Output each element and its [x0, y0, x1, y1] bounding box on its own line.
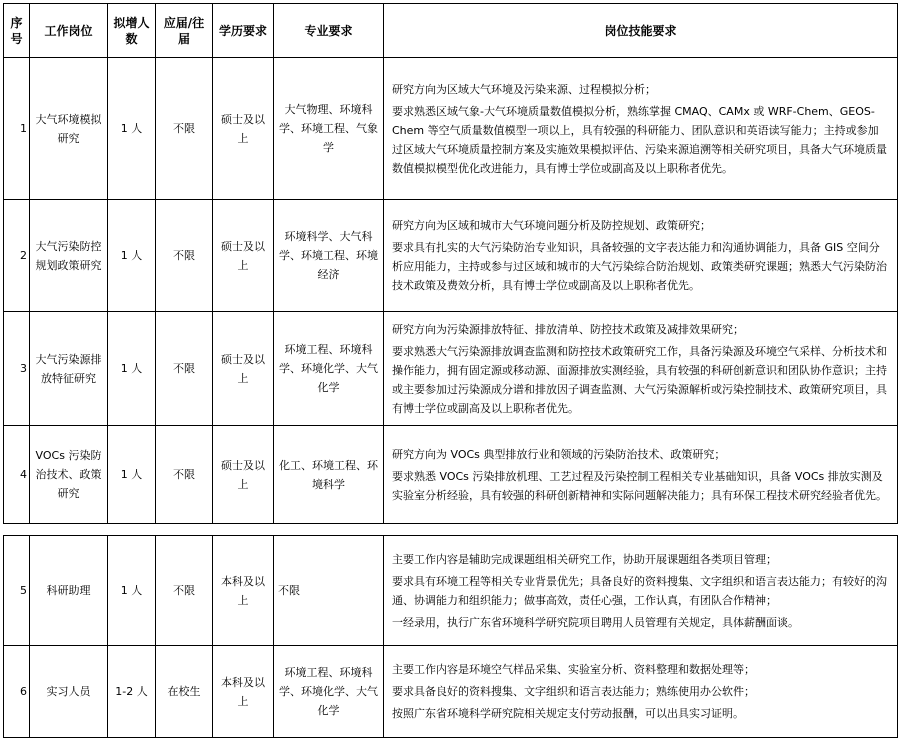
cell-seq: 3 — [4, 312, 30, 426]
table-row — [4, 536, 898, 646]
cell-major: 不限 — [274, 536, 384, 646]
cell-education: 硕士及以上 — [213, 312, 274, 426]
cell-major: 环境科学、大气科学、环境工程、环境经济 — [274, 200, 384, 312]
table-row — [4, 312, 898, 426]
cell-major: 环境工程、环境科学、环境化学、大气化学 — [274, 646, 384, 738]
header-education: 学历要求 — [213, 4, 274, 58]
skill-paragraph: 研究方向为区域和城市大气环境问题分析及防控规划、政策研究； — [392, 219, 711, 232]
header-skills: 岗位技能要求 — [384, 4, 898, 58]
cell-count: 1 人 — [108, 536, 156, 646]
skill-paragraph: 研究方向为区域大气环境及污染来源、过程模拟分析； — [392, 82, 656, 96]
cell-position: 大气污染源排放特征研究 — [30, 312, 108, 426]
table-row — [4, 646, 898, 738]
cell-grad: 不限 — [156, 536, 213, 646]
cell-education: 硕士及以上 — [213, 58, 274, 200]
header-row — [4, 4, 898, 58]
cell-position: 实习人员 — [30, 646, 108, 738]
cell-position: 科研助理 — [30, 536, 108, 646]
cell-grad: 不限 — [156, 426, 213, 524]
cell-seq: 5 — [4, 536, 30, 646]
table-row — [4, 426, 898, 524]
positions-table-part2 — [3, 535, 898, 738]
header-position: 工作岗位 — [30, 4, 108, 58]
cell-major: 环境工程、环境科学、环境化学、大气化学 — [274, 312, 384, 426]
skill-paragraph: 按照广东省环境科学研究院相关规定支付劳动报酬，可以出具实习证明。 — [392, 707, 744, 720]
skill-paragraph: 要求具有扎实的大气污染防治专业知识，具备较强的文字表达能力和沟通协调能力，具备 GIS 空间分析应用能力，主持或参与过区域和城市的大气污染综合防治规划、政策类研究课题；熟悉大气污染防治技术政策及费效分析，具有博士学位或副高及以上职称者优先。 — [392, 241, 887, 292]
header-major: 专业要求 — [274, 4, 384, 58]
cell-count: 1 人 — [108, 58, 156, 200]
skill-paragraph: 主要工作内容是环境空气样品采集、实验室分析、资料整理和数据处理等； — [392, 663, 755, 676]
cell-position: 大气环境模拟研究 — [30, 58, 108, 200]
skill-paragraph: 要求熟悉 VOCs 污染排放机理、工艺过程及污染控制工程相关专业基础知识，具备 VOCs 排放实测及实验室分析经验，具有较强的科研创新精神和实际问题解决能力；具有环保工程技术研究经验者优先。 — [392, 469, 887, 502]
skill-paragraph: 研究方向为 VOCs 典型排放行业和领域的污染防治技术、政策研究； — [392, 447, 726, 461]
cell-count: 1-2 人 — [108, 646, 156, 738]
cell-education: 本科及以上 — [213, 536, 274, 646]
header-count: 拟增人数 — [108, 4, 156, 58]
cell-grad: 不限 — [156, 200, 213, 312]
cell-seq: 2 — [4, 200, 30, 312]
cell-skills — [384, 536, 898, 646]
cell-skills — [384, 646, 898, 738]
cell-major: 大气物理、环境科学、环境工程、气象学 — [274, 58, 384, 200]
cell-seq: 6 — [4, 646, 30, 738]
skill-paragraph: 研究方向为污染源排放特征、排放清单、防控技术政策及减排效果研究； — [392, 322, 744, 336]
cell-position: VOCs 污染防治技术、政策研究 — [30, 426, 108, 524]
cell-count: 1 人 — [108, 200, 156, 312]
cell-skills — [384, 58, 898, 200]
skill-paragraph: 要求熟悉区域气象-大气环境质量数值模拟分析，熟练掌握 CMAQ、CAMx 或 WRF-Chem、GEOS-Chem 等空气质量数值模型一项以上，具有较强的科研能力、团队意识和英语读写能力；主持或参加过区域大气环境质量控制方案及实施效果模拟评估、污染来源追溯等相关研究项目，具备大气环境质量数值模拟模型优化改进能力，具有博士学位或副高及以上职称者优先。 — [392, 104, 887, 175]
cell-major: 化工、环境工程、环境科学 — [274, 426, 384, 524]
skill-paragraph: 要求具备良好的资料搜集、文字组织和语言表达能力；熟练使用办公软件； — [392, 685, 755, 698]
cell-count: 1 人 — [108, 312, 156, 426]
cell-skills — [384, 200, 898, 312]
table-row — [4, 200, 898, 312]
cell-seq: 1 — [4, 58, 30, 200]
cell-education: 本科及以上 — [213, 646, 274, 738]
positions-table-part1 — [3, 3, 898, 524]
cell-grad: 不限 — [156, 312, 213, 426]
cell-count: 1 人 — [108, 426, 156, 524]
skill-paragraph: 要求具有环境工程等相关专业背景优先；具备良好的资料搜集、文字组织和语言表达能力；有较好的沟通、协调能力和组织能力；做事高效，责任心强，工作认真，有团队合作精神； — [392, 574, 887, 607]
skill-paragraph: 主要工作内容是辅助完成课题组相关研究工作，协助开展课题组各类项目管理； — [392, 552, 777, 566]
table-row — [4, 58, 898, 200]
skill-paragraph: 要求熟悉大气污染源排放调查监测和防控技术政策研究工作，具备污染源及环境空气采样、分析技术和操作能力，拥有固定源或移动源、面源排放实测经验，具有较强的科研创新意识和团队协作意识；主持或主要参加过污染源成分谱和排放因子调查监测、大气污染源解析或污染控制技术、政策研究项目，具有博士学位或副高及以上职称者优先。 — [392, 344, 887, 415]
cell-skills — [384, 426, 898, 524]
cell-grad: 不限 — [156, 58, 213, 200]
header-grad: 应届/往届 — [156, 4, 213, 58]
cell-grad: 在校生 — [156, 646, 213, 738]
cell-skills — [384, 312, 898, 426]
header-seq: 序号 — [4, 4, 30, 58]
cell-education: 硕士及以上 — [213, 426, 274, 524]
skill-paragraph: 一经录用，执行广东省环境科学研究院项目聘用人员管理有关规定，具体薪酬面谈。 — [392, 615, 799, 629]
cell-education: 硕士及以上 — [213, 200, 274, 312]
cell-position: 大气污染防控规划政策研究 — [30, 200, 108, 312]
cell-seq: 4 — [4, 426, 30, 524]
